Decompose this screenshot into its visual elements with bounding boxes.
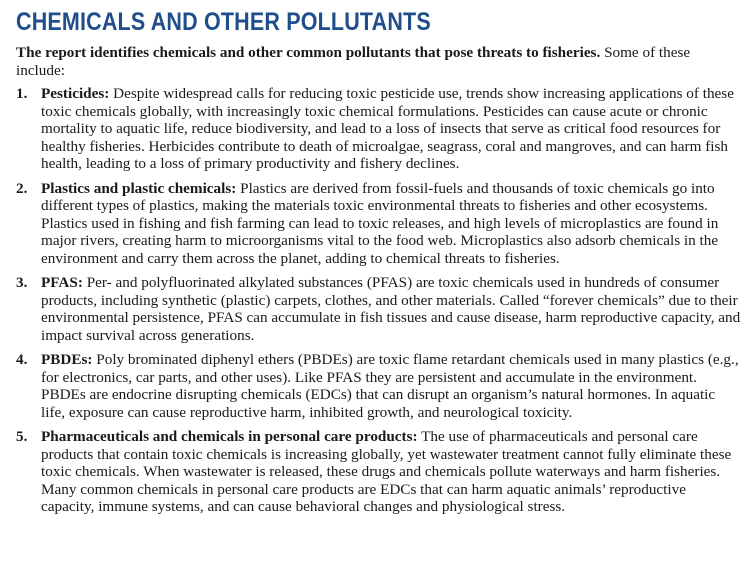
- section-title: CHEMICALS AND OTHER POLLUTANTS: [16, 8, 431, 36]
- list-item-plastics: [16, 180, 741, 268]
- list-item-pbdes: [16, 351, 741, 421]
- intro-bold-text: The report identifies chemicals and other common pollutants that pose threats to fisheries.: [16, 44, 601, 61]
- item-number: 2.: [16, 179, 28, 197]
- item-term: PBDEs:: [41, 351, 93, 368]
- item-text: Plastics are derived from fossil-fuels and thousands of toxic chemicals go into different types of plastics, making the materials toxic environmental threats to fisheries and other ecosystems. Plastics used in fishing and fish farming can lead to toxic releases, and high levels of microplastics are found in major rivers, creating harm to microorganisms vital to the food web. Microplastics also adsorb chemicals in the environment and carry them across the planet, adding to chemical threats to fisheries.: [41, 179, 719, 267]
- item-term: Pharmaceuticals and chemicals in personal care products:: [41, 428, 418, 445]
- list-item-pesticides: [16, 85, 741, 173]
- list-item-pfas: [16, 274, 741, 344]
- item-term: Plastics and plastic chemicals:: [41, 179, 237, 197]
- item-text: Despite widespread calls for reducing toxic pesticide use, trends show increasing applications of these toxic chemicals globally, with increasingly toxic chemical formulations. Pesticides can cause acute or chronic mortality to aquatic life, reduce biodiversity, and lead to a loss of insects that serve as critical food resources for healthy fisheries. Herbicides contribute to death of microalgae, seagrass, coral and mangroves, and can harm fish health, leading to a loss of primary productivity and fishery declines.: [41, 85, 734, 172]
- document-page: [16, 6, 741, 523]
- item-number: 3.: [16, 274, 28, 291]
- item-number: 1.: [16, 85, 28, 102]
- item-text: The use of pharmaceuticals and personal care products that contain toxic chemicals is increasing globally, yet wastewater treatment cannot fully eliminate these toxic chemicals. When wastewater is released, these drugs and chemicals pollute waterways and harm fisheries. Many common chemicals in personal care products are EDCs that can harm aquatic animals’ reproductive capacity, immune systems, and can cause behavioral changes and physiological stress.: [41, 428, 732, 515]
- item-text: Poly brominated diphenyl ethers (PBDEs) are toxic flame retardant chemicals used in many plastics (e.g., for electronics, car parts, and other uses). Like PFAS they are persistent and accumulate in the environment. PBDEs are endocrine disrupting chemicals (EDCs) that can disrupt an organism’s natural hormones. In aquatic life, exposure can cause reproductive harm, inhibited growth, and neurological toxicity.: [41, 351, 739, 421]
- intro-rest-text: Some of these include:: [16, 44, 691, 79]
- item-number: 5.: [16, 428, 28, 445]
- item-term: Pesticides:: [41, 85, 110, 102]
- item-number: 4.: [16, 351, 28, 368]
- intro-paragraph: [16, 44, 741, 79]
- item-term: PFAS:: [41, 274, 83, 291]
- list-item-pharmaceuticals: [16, 428, 741, 516]
- pollutant-list: [16, 85, 741, 516]
- item-text: Per- and polyfluorinated alkylated substances (PFAS) are toxic chemicals used in hundreds of consumer products, including synthetic (plastic) carpets, clothes, and other materials. Called “forever chemicals” due to their environmental persistence, PFAS can accumulate in fish tissues and cause disease, harm reproductive capacity, and impact survival across generations.: [41, 274, 741, 344]
